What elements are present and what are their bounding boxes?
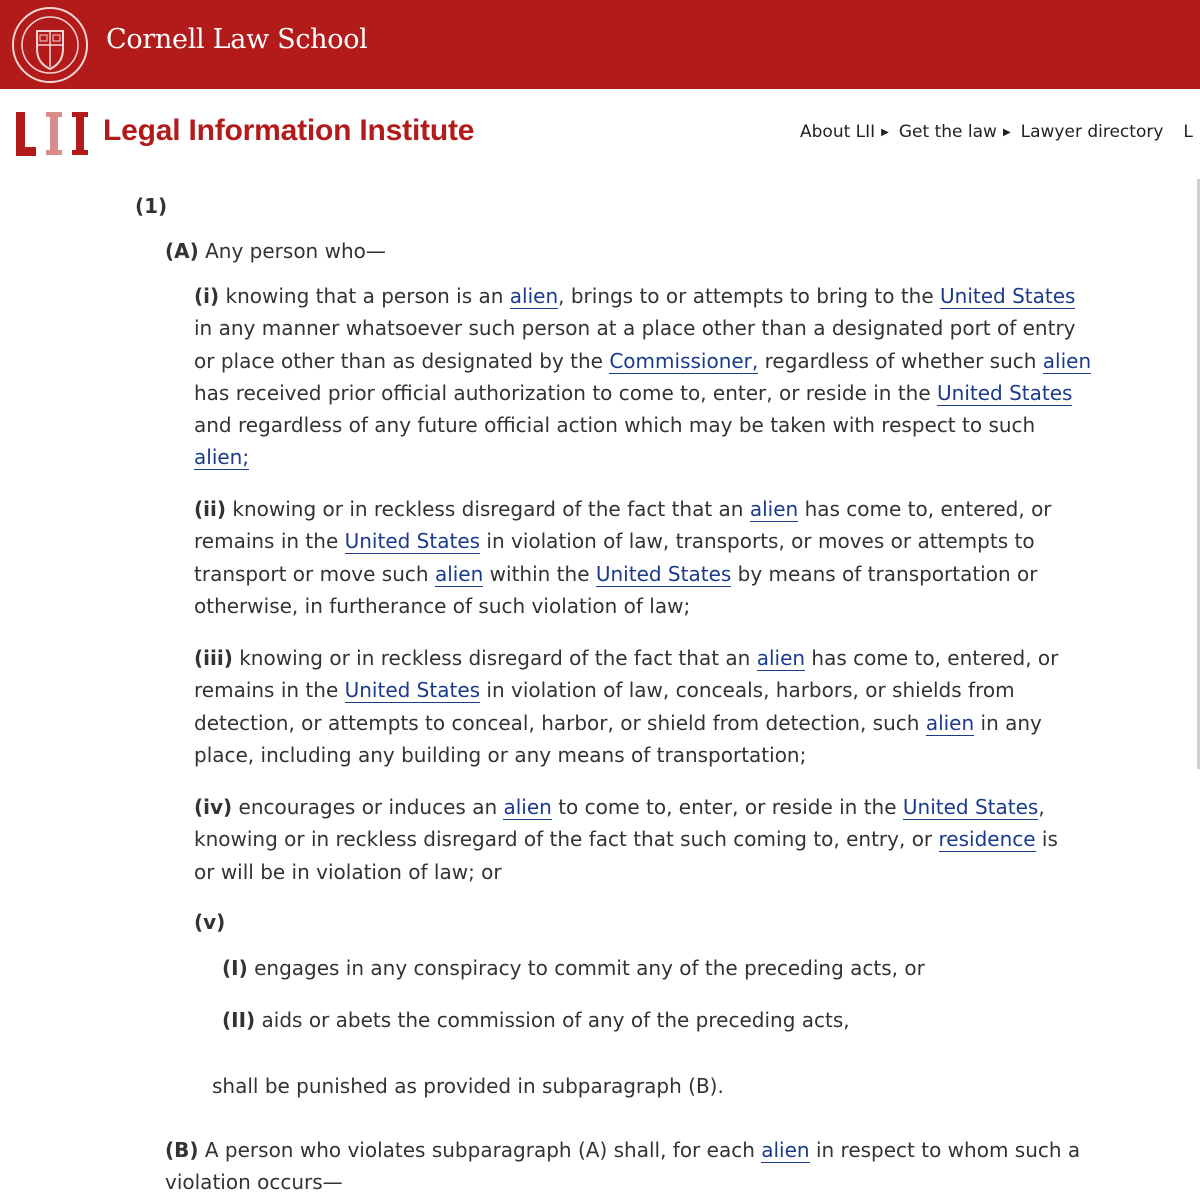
term-link-residence[interactable]: residence (938, 827, 1036, 852)
term-link-alien[interactable]: alien; (194, 445, 250, 470)
main-nav (800, 122, 1200, 142)
clause-v: (v) (194, 910, 226, 934)
nav-lawyer-directory[interactable]: Lawyer directory (1020, 122, 1164, 142)
subclause-I: (I) engages in any conspiracy to commit any of the preceding acts, or (222, 956, 925, 980)
clause-iii: (iii) knowing or in reckless disregard of the fact that an alien has come to, entered, or remains in the United States in violation of law, conceals, harbors, or shields from detection, or attempts to conceal, harbor, or shield from detection, such alien in any place, including any building or any means of transportation; (194, 646, 1059, 767)
nav-about-lii[interactable]: About LII ▶ (800, 122, 889, 142)
clause-ii: (ii) knowing or in reckless disregard of the fact that an alien has come to, entered, or remains in the United States in violation of law, transports, or moves or attempts to transport or move such alien within the United States by means of transportation or otherwise, in furtherance of such violation of law; (194, 497, 1052, 618)
term-link-alien[interactable]: alien (1042, 348, 1092, 373)
term-link-alien[interactable]: alien (749, 497, 799, 521)
cornell-header-bar (0, 0, 1200, 89)
nav-next-item[interactable]: L (1183, 122, 1193, 142)
subparagraph-B: (B) A person who violates subparagraph (A) shall, for each alien in respect to whom such a violation occurs— (165, 1138, 1081, 1195)
term-link-alien[interactable]: alien (756, 646, 806, 670)
term-link-alien[interactable]: alien (925, 710, 975, 735)
clause-i: (i) knowing that a person is an alien, brings to or attempts to bring to the United States in any manner whatsoever such person at a place other than a designated port of entry or place other than as designated by the Commissioner, regardless of whether such alien has received prior official authorization to come to, enter, or reside in the United States and regardless of any future official action which may be taken with respect to such alien; (194, 284, 1092, 470)
lii-logo-icon[interactable] (16, 112, 96, 156)
term-link-commissioner[interactable]: Commissioner, (609, 348, 759, 373)
cornell-seal-icon[interactable] (10, 5, 90, 85)
term-link-alien[interactable]: alien (503, 795, 552, 819)
subparagraph-A: (A) Any person who— (165, 239, 386, 263)
term-link-alien[interactable]: alien (434, 561, 484, 586)
subclause-II: (II) aids or abets the commission of any of the preceding acts, (222, 1008, 850, 1032)
caret-right-icon: ▶ (1002, 126, 1011, 138)
term-link-united-states[interactable]: United States (344, 529, 481, 554)
lii-title[interactable]: Legal Information Institute (103, 114, 475, 147)
term-link-alien[interactable]: alien (509, 284, 559, 308)
closing-text: shall be punished as provided in subparagraph (B). (212, 1074, 724, 1098)
term-link-united-states[interactable]: United States (937, 380, 1073, 405)
nav-get-the-law[interactable]: Get the law ▶ (898, 122, 1011, 142)
paragraph-1: (1) (135, 194, 168, 218)
caret-right-icon: ▶ (881, 126, 889, 138)
term-link-united-states[interactable]: United States (902, 795, 1039, 819)
school-name[interactable]: Cornell Law School (106, 24, 368, 55)
clause-iv: (iv) encourages or induces an alien to come to, enter, or reside in the United States, knowing or in reckless disregard of the fact that such coming to, entry, or residence is or will be in violation of law; or (194, 795, 1058, 884)
term-link-united-states[interactable]: United States (344, 678, 481, 703)
term-link-united-states[interactable]: United States (595, 561, 732, 586)
term-link-alien[interactable]: alien (761, 1138, 810, 1162)
term-link-united-states[interactable]: United States (940, 284, 1076, 308)
